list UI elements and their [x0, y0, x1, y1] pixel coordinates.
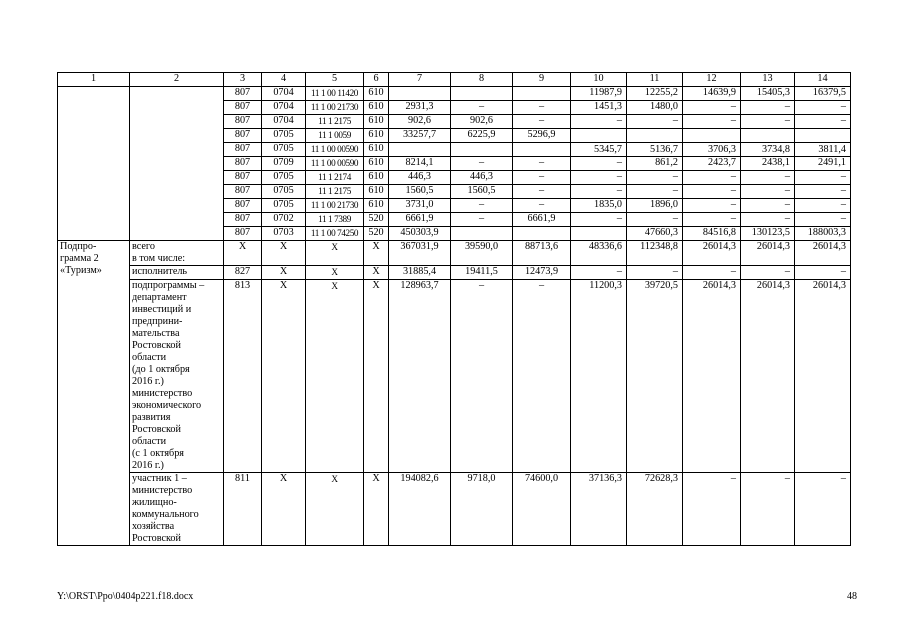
row-label-line: области — [132, 352, 167, 363]
value-cell: 26014,3 — [795, 241, 851, 266]
value-cell: – — [795, 101, 851, 115]
value-cell: 9718,0 — [451, 473, 513, 546]
table-body — [58, 87, 851, 546]
value-cell: – — [451, 101, 513, 115]
target-code: 11 1 2174 — [306, 171, 364, 185]
row-label — [130, 280, 224, 473]
value-cell: – — [683, 213, 741, 227]
value-cell: 3811,4 — [795, 143, 851, 157]
admin-code: 807 — [224, 87, 262, 101]
value-cell: – — [451, 213, 513, 227]
expense-code: 610 — [364, 185, 389, 199]
value-cell: – — [627, 185, 683, 199]
value-cell: 8214,1 — [389, 157, 451, 171]
program-name-line: грамма 2 — [60, 253, 99, 264]
value-cell: 39590,0 — [451, 241, 513, 266]
value-cell: – — [741, 101, 795, 115]
section-code: 0705 — [262, 185, 306, 199]
value-cell: – — [571, 157, 627, 171]
value-cell: 446,3 — [389, 171, 451, 185]
value-cell: 446,3 — [451, 171, 513, 185]
value-cell: 6661,9 — [513, 213, 571, 227]
admin-code: 827 — [224, 266, 262, 280]
value-cell: 26014,3 — [741, 241, 795, 266]
table-row — [58, 266, 851, 280]
row-label — [130, 241, 224, 266]
value-cell: 367031,9 — [389, 241, 451, 266]
value-cell: – — [513, 157, 571, 171]
admin-code: 807 — [224, 171, 262, 185]
target-code: 11 1 2175 — [306, 115, 364, 129]
section-code: X — [262, 241, 306, 266]
target-code: 11 1 7389 — [306, 213, 364, 227]
page-number: 48 — [847, 591, 857, 602]
value-cell: – — [513, 280, 571, 473]
value-cell: – — [627, 213, 683, 227]
program-name-cell — [58, 87, 130, 241]
program-name-line: «Туризм» — [60, 265, 102, 276]
header-cell: 8 — [451, 73, 513, 87]
value-cell — [513, 143, 571, 157]
row-label-line: Ростовской — [132, 533, 181, 544]
value-cell: 39720,5 — [627, 280, 683, 473]
target-code: 11 1 00 21730 — [306, 101, 364, 115]
value-cell: 48336,6 — [571, 241, 627, 266]
value-cell: 5136,7 — [627, 143, 683, 157]
value-cell: – — [451, 280, 513, 473]
program-name-line: Подпро- — [60, 241, 97, 252]
value-cell: – — [571, 213, 627, 227]
expense-code: 610 — [364, 171, 389, 185]
admin-code: 813 — [224, 280, 262, 473]
expense-code: X — [364, 280, 389, 473]
value-cell: – — [795, 199, 851, 213]
expense-code: X — [364, 473, 389, 546]
row-label-line: (до 1 октября — [132, 364, 190, 375]
target-code: 11 1 0059 — [306, 129, 364, 143]
expense-code: 610 — [364, 87, 389, 101]
value-cell: – — [795, 266, 851, 280]
row-label-line: экономического — [132, 400, 202, 411]
value-cell: – — [741, 213, 795, 227]
expense-code: 520 — [364, 213, 389, 227]
value-cell: 1835,0 — [571, 199, 627, 213]
value-cell: 5296,9 — [513, 129, 571, 143]
table-header — [58, 73, 851, 87]
value-cell: – — [741, 266, 795, 280]
admin-code: 807 — [224, 157, 262, 171]
value-cell: 84516,8 — [683, 227, 741, 241]
value-cell: – — [683, 473, 741, 546]
header-cell: 12 — [683, 73, 741, 87]
row-label-line: в том числе: — [132, 253, 186, 264]
value-cell: 3734,8 — [741, 143, 795, 157]
value-cell: – — [513, 171, 571, 185]
section-code: X — [262, 266, 306, 280]
header-cell: 3 — [224, 73, 262, 87]
value-cell: – — [683, 101, 741, 115]
value-cell: 902,6 — [451, 115, 513, 129]
header-cell: 14 — [795, 73, 851, 87]
value-cell: – — [683, 199, 741, 213]
header-cell: 11 — [627, 73, 683, 87]
target-code: X — [306, 241, 364, 266]
target-code: X — [306, 280, 364, 473]
admin-code: 807 — [224, 213, 262, 227]
value-cell: 130123,5 — [741, 227, 795, 241]
section-code: 0704 — [262, 115, 306, 129]
value-cell — [513, 87, 571, 101]
section-code: 0704 — [262, 87, 306, 101]
value-cell: – — [741, 199, 795, 213]
value-cell: 47660,3 — [627, 227, 683, 241]
value-cell: 3731,0 — [389, 199, 451, 213]
value-cell: – — [795, 115, 851, 129]
target-code: X — [306, 473, 364, 546]
value-cell: – — [795, 171, 851, 185]
header-cell: 13 — [741, 73, 795, 87]
row-label-line: Ростовской — [132, 340, 181, 351]
value-cell — [451, 143, 513, 157]
section-code: 0702 — [262, 213, 306, 227]
value-cell: 26014,3 — [683, 280, 741, 473]
value-cell: – — [683, 266, 741, 280]
row-label-line: мательства — [132, 328, 180, 339]
target-code: 11 1 00 00590 — [306, 157, 364, 171]
value-cell: 26014,3 — [795, 280, 851, 473]
participant-cell — [130, 87, 224, 241]
target-code: 11 1 00 74250 — [306, 227, 364, 241]
admin-code: 811 — [224, 473, 262, 546]
value-cell: 33257,7 — [389, 129, 451, 143]
expense-code: X — [364, 266, 389, 280]
section-code: 0703 — [262, 227, 306, 241]
row-label-line: развития — [132, 412, 171, 423]
admin-code: 807 — [224, 129, 262, 143]
table-row — [58, 280, 851, 473]
value-cell: 88713,6 — [513, 241, 571, 266]
value-cell: – — [571, 266, 627, 280]
row-label-line: области — [132, 436, 167, 447]
value-cell: – — [451, 199, 513, 213]
value-cell: 37136,3 — [571, 473, 627, 546]
row-label-line: участник 1 – — [132, 473, 187, 484]
admin-code: 807 — [224, 101, 262, 115]
admin-code: 807 — [224, 143, 262, 157]
header-cell: 2 — [130, 73, 224, 87]
value-cell: 2931,3 — [389, 101, 451, 115]
expense-code: 610 — [364, 129, 389, 143]
value-cell — [389, 87, 451, 101]
section-code: 0705 — [262, 171, 306, 185]
expense-code: 520 — [364, 227, 389, 241]
value-cell — [571, 129, 627, 143]
value-cell: 6225,9 — [451, 129, 513, 143]
row-label-line: министерство — [132, 388, 193, 399]
value-cell: 2491,1 — [795, 157, 851, 171]
value-cell: – — [683, 171, 741, 185]
value-cell: – — [741, 115, 795, 129]
value-cell: – — [571, 115, 627, 129]
expense-code: 610 — [364, 157, 389, 171]
value-cell — [741, 129, 795, 143]
value-cell: 1480,0 — [627, 101, 683, 115]
row-label-line: (с 1 октября — [132, 448, 184, 459]
value-cell — [795, 129, 851, 143]
admin-code: 807 — [224, 227, 262, 241]
section-code: 0705 — [262, 143, 306, 157]
value-cell: – — [513, 185, 571, 199]
target-code: X — [306, 266, 364, 280]
value-cell: 5345,7 — [571, 143, 627, 157]
value-cell: 16379,5 — [795, 87, 851, 101]
value-cell: – — [571, 171, 627, 185]
header-cell: 7 — [389, 73, 451, 87]
section-code: 0705 — [262, 129, 306, 143]
value-cell: 6661,9 — [389, 213, 451, 227]
value-cell: 1560,5 — [389, 185, 451, 199]
header-row — [58, 73, 851, 87]
header-cell: 5 — [306, 73, 364, 87]
row-label-line: подпрограммы – — [132, 280, 205, 291]
row-label-line: 2016 г.) — [132, 376, 164, 387]
section-code: X — [262, 473, 306, 546]
value-cell — [451, 87, 513, 101]
value-cell: 1451,3 — [571, 101, 627, 115]
table-row — [58, 473, 851, 546]
value-cell: 26014,3 — [741, 280, 795, 473]
header-cell: 10 — [571, 73, 627, 87]
value-cell: – — [513, 115, 571, 129]
value-cell: 12255,2 — [627, 87, 683, 101]
row-label: исполнитель — [130, 266, 224, 280]
expense-code: 610 — [364, 199, 389, 213]
value-cell: 188003,3 — [795, 227, 851, 241]
value-cell: 74600,0 — [513, 473, 571, 546]
value-cell — [389, 143, 451, 157]
expense-code: 610 — [364, 143, 389, 157]
row-label-line: департамент — [132, 292, 187, 303]
value-cell: 31885,4 — [389, 266, 451, 280]
value-cell: – — [741, 171, 795, 185]
file-path: Y:\ORST\Ppo\0404p221.f18.docx — [57, 591, 194, 602]
section-code: 0704 — [262, 101, 306, 115]
value-cell: 2438,1 — [741, 157, 795, 171]
value-cell: – — [571, 185, 627, 199]
value-cell: 861,2 — [627, 157, 683, 171]
header-cell: 6 — [364, 73, 389, 87]
row-label — [130, 473, 224, 546]
row-label-line: всего — [132, 241, 155, 252]
value-cell: – — [795, 473, 851, 546]
row-label-line: жилищно- — [132, 497, 177, 508]
target-code: 11 1 00 21730 — [306, 199, 364, 213]
table-row — [58, 87, 851, 101]
expense-code: 610 — [364, 101, 389, 115]
header-cell: 9 — [513, 73, 571, 87]
value-cell: 128963,7 — [389, 280, 451, 473]
row-label-line: предприни- — [132, 316, 183, 327]
value-cell — [571, 227, 627, 241]
target-code: 11 1 2175 — [306, 185, 364, 199]
value-cell: 15405,3 — [741, 87, 795, 101]
value-cell: – — [683, 185, 741, 199]
row-label-line: 2016 г.) — [132, 460, 164, 471]
admin-code: 807 — [224, 185, 262, 199]
value-cell: 72628,3 — [627, 473, 683, 546]
target-code: 11 1 00 00590 — [306, 143, 364, 157]
value-cell: – — [795, 185, 851, 199]
value-cell — [513, 227, 571, 241]
value-cell: 450303,9 — [389, 227, 451, 241]
admin-code: X — [224, 241, 262, 266]
value-cell: – — [795, 213, 851, 227]
value-cell: – — [683, 115, 741, 129]
value-cell: 26014,3 — [683, 241, 741, 266]
row-label-line: инвестиций и — [132, 304, 192, 315]
value-cell: – — [741, 185, 795, 199]
section-code: X — [262, 280, 306, 473]
value-cell: 1896,0 — [627, 199, 683, 213]
table-row — [58, 241, 851, 266]
value-cell — [627, 129, 683, 143]
admin-code: 807 — [224, 199, 262, 213]
row-label-line: министерство — [132, 485, 193, 496]
value-cell: 112348,8 — [627, 241, 683, 266]
value-cell: – — [451, 157, 513, 171]
header-cell: 4 — [262, 73, 306, 87]
value-cell: 12473,9 — [513, 266, 571, 280]
expense-code: X — [364, 241, 389, 266]
value-cell: 19411,5 — [451, 266, 513, 280]
row-label-line: Ростовской — [132, 424, 181, 435]
header-cell: 1 — [58, 73, 130, 87]
target-code: 11 1 00 11420 — [306, 87, 364, 101]
value-cell: – — [627, 266, 683, 280]
value-cell: – — [513, 101, 571, 115]
value-cell: 194082,6 — [389, 473, 451, 546]
value-cell — [451, 227, 513, 241]
expense-code: 610 — [364, 115, 389, 129]
value-cell — [683, 129, 741, 143]
value-cell: 902,6 — [389, 115, 451, 129]
value-cell: 3706,3 — [683, 143, 741, 157]
row-label-line: хозяйства — [132, 521, 175, 532]
value-cell: 11200,3 — [571, 280, 627, 473]
section-code: 0709 — [262, 157, 306, 171]
value-cell: – — [627, 115, 683, 129]
value-cell: – — [741, 473, 795, 546]
value-cell: 2423,7 — [683, 157, 741, 171]
value-cell: – — [627, 171, 683, 185]
admin-code: 807 — [224, 115, 262, 129]
value-cell: 1560,5 — [451, 185, 513, 199]
section-code: 0705 — [262, 199, 306, 213]
budget-table — [57, 72, 851, 546]
value-cell: 14639,9 — [683, 87, 741, 101]
row-label-line: коммунального — [132, 509, 199, 520]
value-cell: – — [513, 199, 571, 213]
value-cell: 11987,9 — [571, 87, 627, 101]
program-name — [58, 241, 130, 546]
